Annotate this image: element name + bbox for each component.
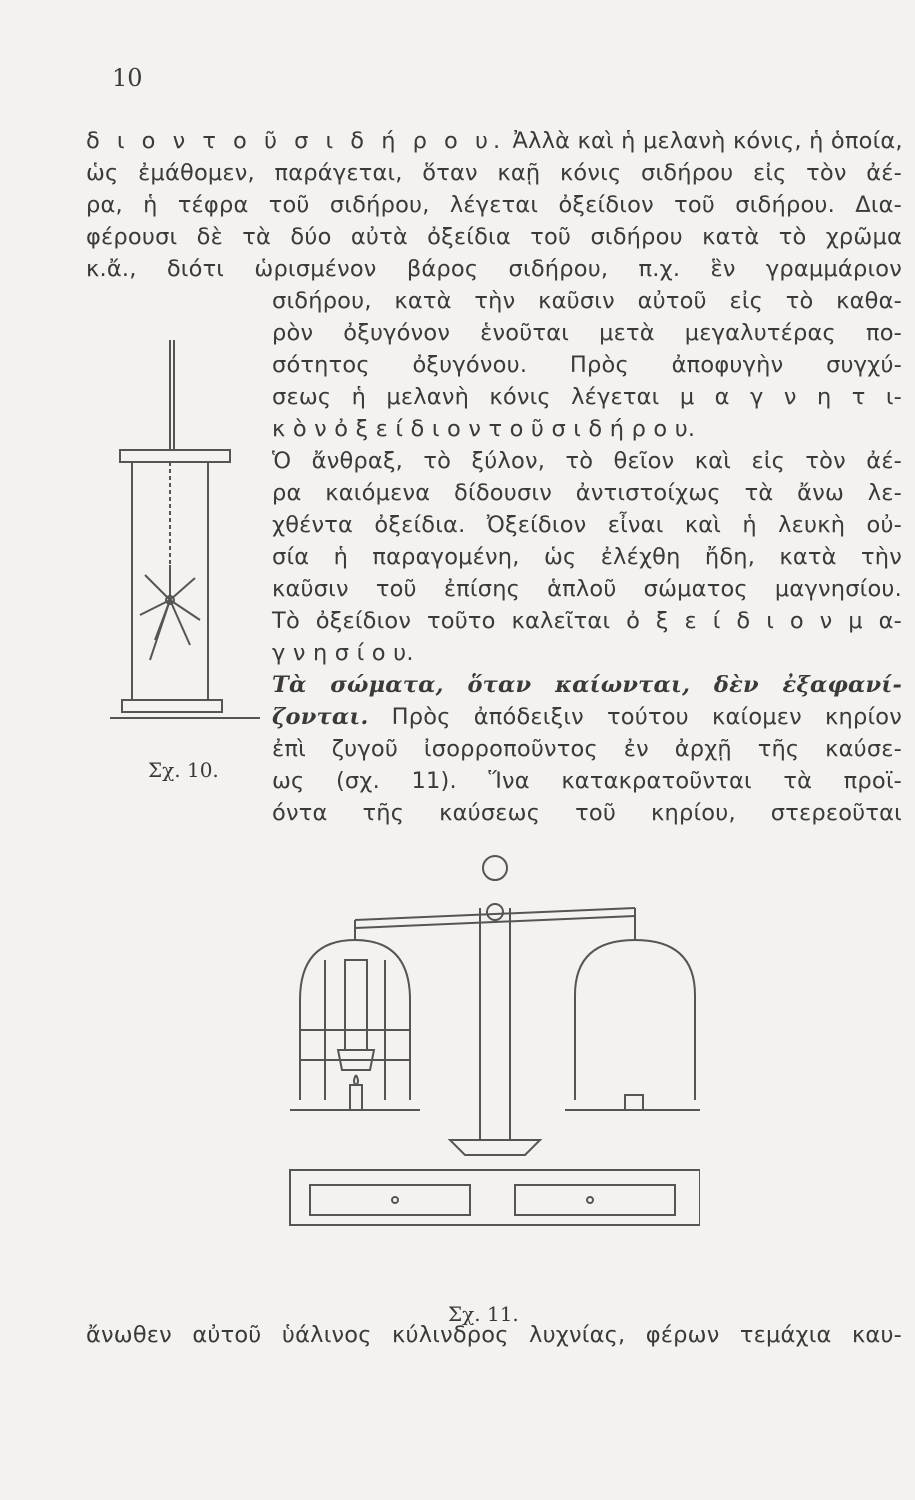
text-line: ρα, ἡ τέφρα τοῦ σιδήρου, λέγεται ὀξείδιον τοῦ σιδήρου. Δια-	[86, 192, 902, 218]
text-line: ρὸν ὀξυγόνον ἑνοῦται μετὰ μεγαλυτέρας πο-	[272, 320, 902, 346]
bold-heading: Τὰ σώματα, ὅταν καίωνται, δὲν ἐξαφανί-	[272, 672, 902, 698]
text-line: καῦσιν τοῦ ἐπίσης ἁπλοῦ σώματος μαγνησίου.	[272, 576, 902, 602]
text-line: σιδήρου, κατὰ τὴν καῦσιν αὐτοῦ εἰς τὸ καθα-	[272, 288, 902, 314]
text-line: ἄνωθεν αὐτοῦ ὑάλινος κύλινδρος λυχνίας, φέρων τεμάχια καυ-	[86, 1322, 902, 1348]
figure-10-illustration	[110, 330, 270, 730]
text-line	[86, 126, 902, 156]
figure-10-caption: Σχ. 10.	[148, 758, 219, 782]
text-line: σία ἡ παραγομένη, ὡς ἐλέχθη ἤδη, κατὰ τὴν	[272, 544, 902, 570]
text-line: Τὸ ὀξείδιον τοῦτο καλεῖται ὀ ξ ε ί δ ι ο ν μ α-	[272, 608, 902, 634]
line-text: Ἀλλὰ καὶ ἡ μελανὴ κόνις, ἡ ὁποία,	[505, 128, 903, 154]
text-line: κ.ἄ., διότι ὡρισμένον βάρος σιδήρου, π.χ. ἓν γραμμάριον	[86, 256, 902, 282]
figure-11-caption: Σχ. 11.	[448, 1302, 519, 1326]
text-line: όντα τῆς καύσεως τοῦ κηρίου, στερεοῦται	[272, 800, 902, 826]
figure-11-illustration	[280, 850, 700, 1250]
text-line: σεως ἡ μελανὴ κόνις λέγεται μ α γ ν η τ ι-	[272, 384, 902, 410]
bold-heading: ζονται.	[272, 704, 369, 730]
text-line: γ ν η σ ί ο υ.	[272, 640, 414, 666]
text-line: ἐπὶ ζυγοῦ ἰσορροποῦντος ἐν ἀρχῇ τῆς καύσε-	[272, 736, 902, 762]
text-line: Ὁ ἄνθραξ, τὸ ξύλον, τὸ θεῖον καὶ εἰς τὸν ἀέ-	[272, 448, 902, 474]
line-text: Πρὸς ἀπόδειξιν τούτου καίομεν κηρίον	[368, 704, 902, 730]
text-line: ως (σχ. 11). Ἵνα κατακρατοῦνται τὰ προϊ-	[272, 768, 902, 794]
page-number: 10	[112, 64, 143, 92]
text-line: φέρουσι δὲ τὰ δύο αὐτὰ ὀξείδια τοῦ σιδήρου κατὰ τὸ χρῶμα	[86, 224, 902, 250]
spaced-term: δ ι ο ν τ ο ῦ σ ι δ ή ρ ο υ.	[86, 128, 506, 154]
text-line: ρα καιόμενα δίδουσιν ἀντιστοίχως τὰ ἄνω λε-	[272, 480, 902, 506]
text-line: χθέντα ὀξείδια. Ὀξείδιον εἶναι καὶ ἡ λευκὴ οὐ-	[272, 512, 902, 538]
text-line	[272, 702, 902, 732]
text-line: ὡς ἐμάθομεν, παράγεται, ὅταν καῇ κόνις σιδήρου εἰς τὸν ἀέ-	[86, 160, 902, 186]
text-line: σότητος ὀξυγόνου. Πρὸς ἀποφυγὴν συγχύ-	[272, 352, 902, 378]
text-line: κ ὸ ν ὀ ξ ε ί δ ι ο ν τ ο ῦ σ ι δ ή ρ ο υ.	[272, 416, 696, 442]
